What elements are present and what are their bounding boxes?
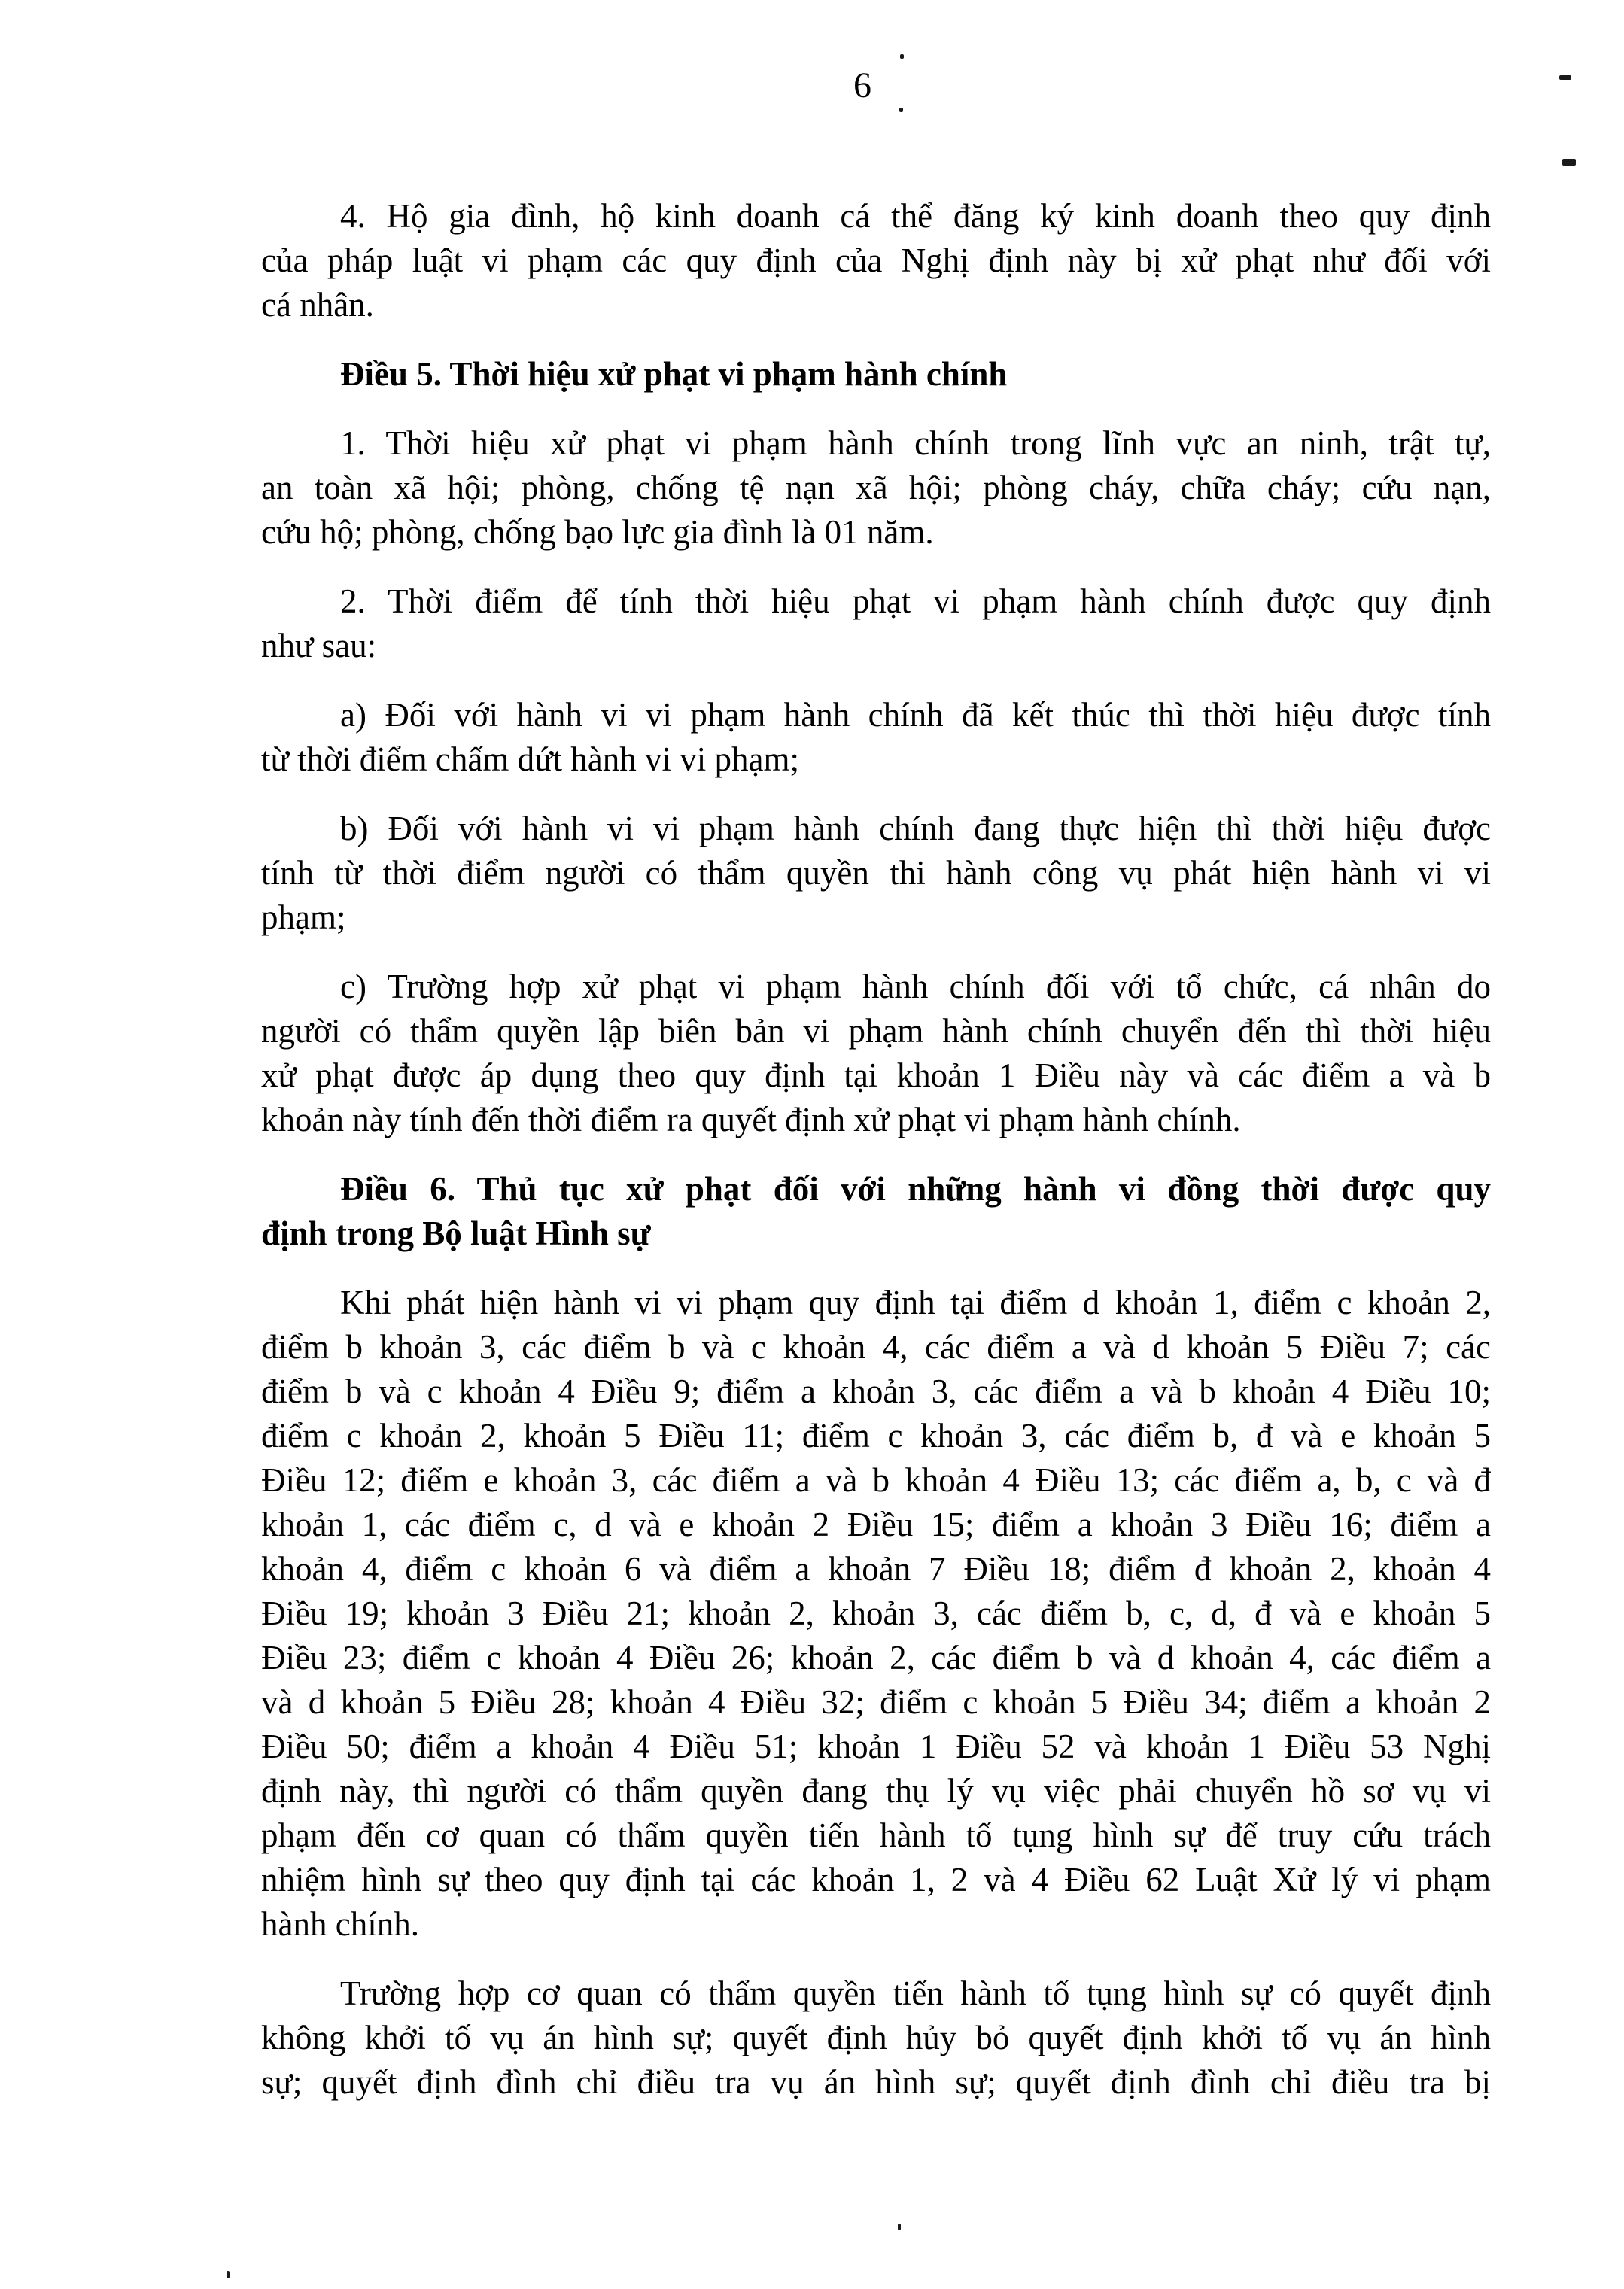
text-line: không khởi tố vụ án hình sự; quyết định hủy bỏ quyết định khởi tố vụ án hình	[261, 2019, 1491, 2056]
text-line: điểm b và c khoản 4 Điều 9; điểm a khoản 3, các điểm a và b khoản 4 Điều 10;	[261, 1372, 1491, 1410]
document-body	[261, 194, 1491, 2105]
text-line: Điều 19; khoản 3 Điều 21; khoản 2, khoản 3, các điểm b, c, d, đ và e khoản 5	[261, 1594, 1491, 1632]
article-heading	[261, 352, 1491, 397]
text-line: định này, thì người có thẩm quyền đang thụ lý vụ việc phải chuyển hồ sơ vụ vi	[261, 1772, 1491, 1810]
text-line: Điều 6. Thủ tục xử phạt đối với những hành vi đồng thời được quy	[340, 1170, 1491, 1208]
text-line: 2. Thời điểm để tính thời hiệu phạt vi phạm hành chính được quy định	[340, 582, 1491, 620]
scan-artifact-mark	[900, 54, 904, 59]
text-line: an toàn xã hội; phòng, chống tệ nạn xã hội; phòng cháy, chữa cháy; cứu nạn,	[261, 469, 1491, 506]
scan-artifact-mark	[1559, 75, 1571, 80]
text-line: a) Đối với hành vi vi phạm hành chính đã kết thúc thì thời hiệu được tính	[340, 696, 1491, 734]
text-line: xử phạt được áp dụng theo quy định tại khoản 1 Điều này và các điểm a và b	[261, 1056, 1491, 1094]
text-line: hành chính.	[261, 1905, 419, 1943]
text-line: nhiệm hình sự theo quy định tại các khoản 1, 2 và 4 Điều 62 Luật Xử lý vi phạm	[261, 1861, 1491, 1898]
text-line: khoản 1, các điểm c, d và e khoản 2 Điều 15; điểm a khoản 3 Điều 16; điểm a	[261, 1506, 1491, 1543]
text-line: Khi phát hiện hành vi vi phạm quy định tại điểm d khoản 1, điểm c khoản 2,	[340, 1284, 1491, 1321]
text-line: Điều 23; điểm c khoản 4 Điều 26; khoản 2, các điểm b và d khoản 4, các điểm a	[261, 1639, 1491, 1676]
paragraph	[261, 965, 1491, 1142]
text-line: tính từ thời điểm người có thẩm quyền thi hành công vụ phát hiện hành vi vi	[261, 854, 1491, 892]
text-line: như sau:	[261, 627, 377, 664]
paragraph	[261, 693, 1491, 782]
text-line: người có thẩm quyền lập biên bản vi phạm hành chính chuyển đến thì thời hiệu	[261, 1012, 1491, 1050]
paragraph	[261, 194, 1491, 327]
text-line: 1. Thời hiệu xử phạt vi phạm hành chính trong lĩnh vực an ninh, trật tự,	[340, 424, 1491, 462]
paragraph	[261, 1971, 1491, 2105]
text-line: Điều 5. Thời hiệu xử phạt vi phạm hành chính	[340, 355, 1008, 393]
scan-artifact-mark	[227, 2271, 230, 2278]
paragraph	[261, 421, 1491, 555]
article-heading	[261, 1167, 1491, 1256]
text-line: cá nhân.	[261, 286, 374, 324]
paragraph	[261, 1281, 1491, 1947]
text-line: b) Đối với hành vi vi phạm hành chính đang thực hiện thì thời hiệu được	[340, 810, 1491, 847]
scan-artifact-mark	[898, 2224, 901, 2230]
text-line: điểm b khoản 3, các điểm b và c khoản 4, các điểm a và d khoản 5 Điều 7; các	[261, 1328, 1491, 1366]
text-line: phạm đến cơ quan có thẩm quyền tiến hành tố tụng hình sự để truy cứu trách	[261, 1816, 1491, 1854]
text-line: và d khoản 5 Điều 28; khoản 4 Điều 32; điểm c khoản 5 Điều 34; điểm a khoản 2	[261, 1683, 1491, 1721]
scan-artifact-mark	[899, 108, 903, 112]
scan-artifact-mark	[1562, 159, 1576, 166]
text-line: khoản này tính đến thời điểm ra quyết định xử phạt vi phạm hành chính.	[261, 1101, 1241, 1138]
text-line: c) Trường hợp xử phạt vi phạm hành chính đối với tổ chức, cá nhân do	[340, 968, 1491, 1005]
text-line: 4. Hộ gia đình, hộ kinh doanh cá thể đăng ký kinh doanh theo quy định	[340, 197, 1491, 235]
page-number: 6	[853, 65, 871, 105]
text-line: điểm c khoản 2, khoản 5 Điều 11; điểm c khoản 3, các điểm b, đ và e khoản 5	[261, 1417, 1491, 1455]
text-line: phạm;	[261, 898, 346, 936]
text-line: định trong Bộ luật Hình sự	[261, 1214, 651, 1252]
text-line: của pháp luật vi phạm các quy định của Nghị định này bị xử phạt như đối với	[261, 242, 1491, 279]
paragraph	[261, 807, 1491, 940]
text-line: Trường hợp cơ quan có thẩm quyền tiến hành tố tụng hình sự có quyết định	[340, 1974, 1491, 2012]
text-line: từ thời điểm chấm dứt hành vi vi phạm;	[261, 740, 799, 778]
text-line: sự; quyết định đình chỉ điều tra vụ án hình sự; quyết định đình chỉ điều tra bị	[261, 2063, 1491, 2101]
text-line: khoản 4, điểm c khoản 6 và điểm a khoản 7 Điều 18; điểm đ khoản 2, khoản 4	[261, 1550, 1491, 1588]
text-line: Điều 50; điểm a khoản 4 Điều 51; khoản 1 Điều 52 và khoản 1 Điều 53 Nghị	[261, 1728, 1491, 1765]
paragraph	[261, 579, 1491, 668]
text-line: Điều 12; điểm e khoản 3, các điểm a và b khoản 4 Điều 13; các điểm a, b, c và đ	[261, 1461, 1491, 1499]
text-line: cứu hộ; phòng, chống bạo lực gia đình là 01 năm.	[261, 513, 934, 551]
